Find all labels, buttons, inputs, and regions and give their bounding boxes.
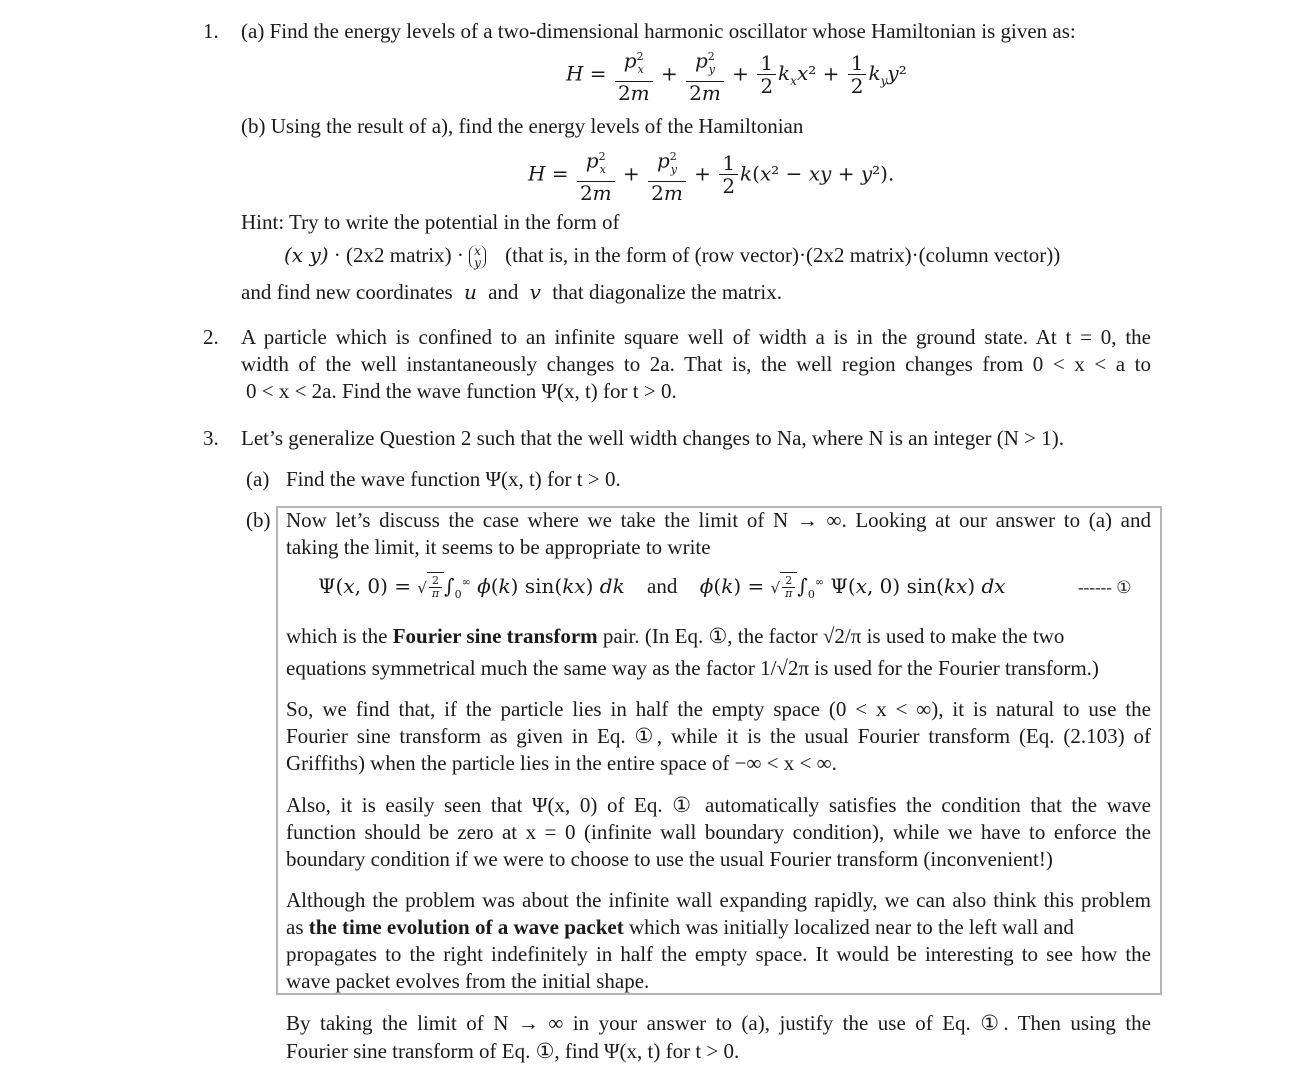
hamiltonian-equation-1: H = $\frac{p^2_x}{2m}$ + $\frac{p^2_y}{2m}$ + $\frac{1}{2}$ $k_xx^2$ + $\frac{1}{2}$ $k_yy^2$ xyxy=(566,46,907,104)
question-2-line-1: A particle which is confined to an infinite square well of width a is in the ground state. At t = 0, the xyxy=(241,325,1151,349)
question-3a-text: Find the wave function Ψ(x, t) for t > 0. xyxy=(286,467,621,491)
paragraph-4-line-2: as the time evolution of a wave packet which was initially localized near to the left wall and xyxy=(286,915,1074,939)
question-3-number: 3. xyxy=(203,426,219,450)
question-3-line-1: Let’s generalize Question 2 such that the well width changes to Na, where N is an integer (N > 1). xyxy=(241,426,1065,450)
final-line-2: Fourier sine transform of Eq. ①, find Ψ(x, t) for t > 0. xyxy=(286,1039,740,1063)
hint-form-matrix: (2x2 matrix) xyxy=(346,243,452,267)
paragraph-2-line-1: So, we find that, if the particle lies in half the empty space (0 < x < ∞), it is natural to use the xyxy=(286,697,1151,721)
paragraph-3-line-1: Also, it is easily seen that Ψ(x, 0) of Eq. ① automatically satisfies the condition that the wave xyxy=(286,793,1151,817)
equation-and: and xyxy=(647,574,678,598)
question-3a-label: (a) xyxy=(246,467,270,491)
question-3b-label: (b) xyxy=(246,508,271,532)
paragraph-4-line-3: propagates to the right indefinitely in half the empty space. It would be interesting to see how the xyxy=(286,942,1151,966)
hint-form-description: (that is, in the form of (row vector)·(2x2 matrix)·(column vector)) xyxy=(505,243,1061,267)
final-line-1: By taking the limit of N → ∞ in your answer to (a), justify the use of Eq. ①. Then using the xyxy=(286,1011,1151,1035)
paragraph-1-line-1: which is the Fourier sine transform pair. (In Eq. ①, the factor √2/π is used to make the two xyxy=(286,624,1065,648)
question-2-line-3: 0 < x < 2a. Find the wave function Ψ(x, t) for t > 0. xyxy=(246,379,677,403)
question-1-number: 1. xyxy=(203,19,219,43)
equation-tag: ------ ① xyxy=(1078,578,1132,597)
question-3b-line-1: Now let’s discuss the case where we take the limit of N → ∞. Looking at our answer to (a) and xyxy=(286,508,1151,532)
column-vector: x y xyxy=(469,245,486,269)
hint-end: and find new coordinates u and v that diagonalize the matrix. xyxy=(241,280,782,304)
hamiltonian-equation-2: H = $\frac{p^2_x}{2m}$ + $\frac{p^2_y}{2m}$ + $\frac{1}{2}$ k(x² − xy + y²). xyxy=(528,146,894,204)
paragraph-1-line-2: equations symmetrical much the same way as the factor 1/√2π is used for the Fourier transform.) xyxy=(286,656,1099,680)
paragraph-2-line-3: Griffiths) when the particle lies in the entire space of −∞ < x < ∞. xyxy=(286,751,837,775)
hint-text: Hint: Try to write the potential in the form of xyxy=(241,210,620,234)
question-3b-line-2: taking the limit, it seems to be appropriate to write xyxy=(286,535,711,559)
paragraph-4-line-4: wave packet evolves from the initial shape. xyxy=(286,969,650,993)
fourier-sine-equation: Ψ(x, 0) = √ $\frac{2}{\pi}$ $\int_0^\infty$ ϕ(k) sin(kx) dk and ϕ(k) = √ $\frac{2}{\pi}$ $\int_0^\infty$ Ψ(x, 0) sin(kx) dx xyxy=(318,574,1006,601)
question-1a-text: (a) Find the energy levels of a two-dimensional harmonic oscillator whose Hamiltonian is given as: xyxy=(241,19,1076,43)
paragraph-3-line-3: boundary condition if we were to choose to use the usual Fourier transform (inconvenient!) xyxy=(286,847,1053,871)
hint-form: (x y) · (2x2 matrix) · x y (that is, in the form of (row vector)·(2x2 matrix)·(column vector)) xyxy=(284,243,1061,271)
paragraph-3-line-2: function should be zero at x = 0 (infinite wall boundary condition), while we have to enforce the xyxy=(286,820,1151,844)
question-1b-text: (b) Using the result of a), find the energy levels of the Hamiltonian xyxy=(241,114,804,138)
paragraph-2-line-2: Fourier sine transform as given in Eq. ①, while it is the usual Fourier transform (Eq. (2.103) of xyxy=(286,724,1151,748)
question-2-line-2: width of the well instantaneously changes to 2a. That is, the well region changes from 0 < x < a to xyxy=(241,352,1151,376)
paragraph-4-line-1: Although the problem was about the infinite wall expanding rapidly, we can also think this problem xyxy=(286,888,1151,912)
question-2-number: 2. xyxy=(203,325,219,349)
